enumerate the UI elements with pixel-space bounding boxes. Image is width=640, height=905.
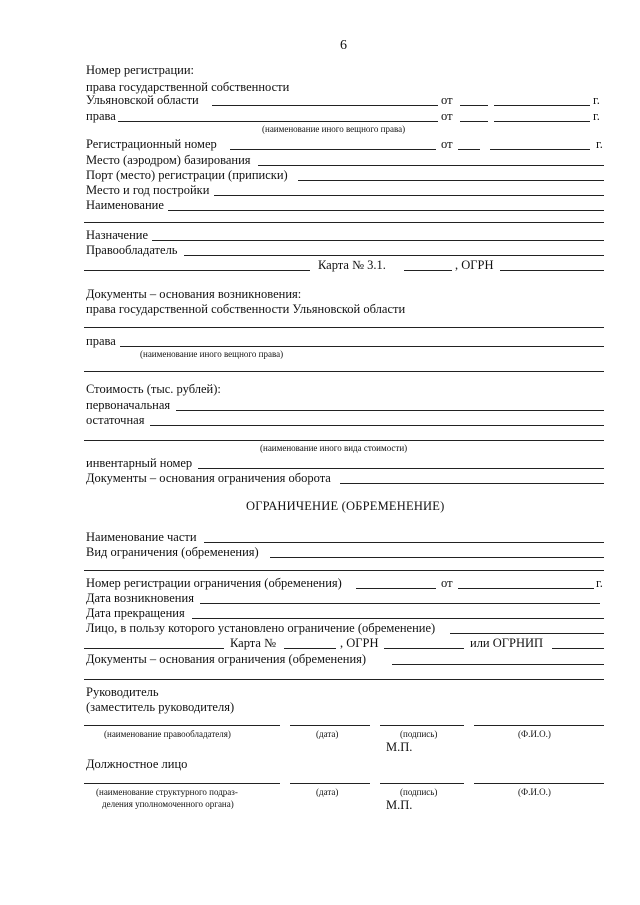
restriction-reg-number-label: Номер регистрации ограничения (обременения) [86,576,342,590]
owner-name-sign-line[interactable] [84,725,280,726]
name-line[interactable] [168,210,604,211]
beneficiary-label: Лицо, в пользу которого установлено ограничение (обременение) [86,621,436,635]
registration-title: Номер регистрации: [86,63,194,77]
residual-cost-label: остаточная [86,413,145,427]
restriction-kind-label: Вид ограничения (обременения) [86,545,259,559]
restriction-docs-line[interactable] [392,664,604,665]
from-label-1: от [441,93,453,107]
beneficiary-line-2[interactable] [84,648,224,649]
ogrnip-label: или ОГРНИП [470,636,544,650]
docs-rights-caption: (наименование иного вещного права) [140,349,284,359]
beneficiary-line[interactable] [450,633,604,634]
cost-title: Стоимость (тыс. рублей): [86,382,221,396]
signature-caption-2: (подпись) [400,787,438,797]
date-caption: (дата) [316,729,339,739]
restriction-ogrn-line[interactable] [384,648,464,649]
other-cost-line[interactable] [84,440,604,441]
owner-name-caption: (наименование правообладателя) [104,729,231,739]
ogrn-label: , ОГРН [455,258,494,272]
start-date-label: Дата возникновения [86,591,194,605]
turnover-docs-line[interactable] [340,483,604,484]
year-label-2: г. [593,109,600,123]
month-line-3[interactable] [490,149,590,150]
inventory-label: инвентарный номер [86,456,193,470]
ogrnip-line[interactable] [552,648,604,649]
rights-number-line[interactable] [118,121,438,122]
docs-state-label: права государственной собственности Ульяновской области [86,302,406,316]
fio-line-2[interactable] [474,783,604,784]
airfield-line[interactable] [258,165,604,166]
docs-rights-label: права [86,334,116,348]
end-date-label: Дата прекращения [86,606,185,620]
stamp-label-2: М.П. [386,798,413,812]
built-label: Место и год постройки [86,183,210,197]
head-label: Руководитель [86,685,159,699]
name-label: Наименование [86,198,164,212]
owner-line-2[interactable] [84,270,310,271]
state-right-label: права государственной собственности [86,80,290,94]
restriction-heading: ОГРАНИЧЕНИЕ (ОБРЕМЕНЕНИЕ) [246,499,445,513]
purpose-label: Назначение [86,228,149,242]
restriction-date-line[interactable] [458,588,594,589]
docs-title: Документы – основания возникновения: [86,287,302,301]
day-line-3[interactable] [458,149,480,150]
other-right-caption: (наименование иного вещного права) [262,124,406,134]
residual-cost-line[interactable] [150,425,604,426]
unit-name-sign-line[interactable] [84,783,280,784]
docs-state-line[interactable] [84,327,604,328]
docs-rights-line[interactable] [120,346,604,347]
from-label-3: от [441,137,453,151]
restriction-card-line[interactable] [284,648,336,649]
day-line-2[interactable] [460,121,488,122]
purpose-line[interactable] [152,240,604,241]
official-label: Должностное лицо [86,757,188,771]
inventory-line[interactable] [198,468,604,469]
part-name-label: Наименование части [86,530,197,544]
card-number-line[interactable] [404,270,452,271]
restriction-card-label: Карта № [230,636,277,650]
restriction-kind-line[interactable] [270,557,604,558]
date-sign-line[interactable] [290,725,370,726]
day-line-1[interactable] [460,105,488,106]
date-sign-line-2[interactable] [290,783,370,784]
start-date-line[interactable] [200,603,600,604]
port-line[interactable] [298,180,604,181]
signature-line[interactable] [380,725,464,726]
region-number-line[interactable] [212,105,438,106]
docs-rights-line-2[interactable] [84,371,604,372]
built-line[interactable] [214,195,604,196]
restriction-ogrn-label: , ОГРН [340,636,379,650]
fio-caption-2: (Ф.И.О.) [518,787,551,797]
unit-caption-2: деления уполномоченного органа) [102,799,234,809]
page-number: 6 [340,38,347,53]
restriction-year-label: г. [596,576,603,590]
year-label-3: г. [596,137,603,151]
airfield-label: Место (аэродром) базирования [86,153,251,167]
owner-line[interactable] [184,255,604,256]
owner-label: Правообладатель [86,243,178,257]
signature-line-2[interactable] [380,783,464,784]
year-label-1: г. [593,93,600,107]
restriction-reg-number-line[interactable] [356,588,436,589]
restriction-docs-line-2[interactable] [84,679,604,680]
name-line-2[interactable] [84,222,604,223]
port-label: Порт (место) регистрации (приписки) [86,168,288,182]
rights-label: права [86,109,116,123]
fio-caption: (Ф.И.О.) [518,729,551,739]
month-line-1[interactable] [494,105,590,106]
ogrn-line[interactable] [500,270,604,271]
from-label-2: от [441,109,453,123]
date-caption-2: (дата) [316,787,339,797]
region-label: Ульяновской области [86,93,199,107]
end-date-line[interactable] [192,618,604,619]
initial-cost-line[interactable] [176,410,604,411]
unit-caption-1: (наименование структурного подраз- [96,787,238,797]
fio-line[interactable] [474,725,604,726]
part-name-line[interactable] [204,542,604,543]
restriction-kind-line-2[interactable] [84,570,604,571]
reg-number-line[interactable] [230,149,436,150]
month-line-2[interactable] [494,121,590,122]
other-cost-caption: (наименование иного вида стоимости) [260,443,408,453]
reg-number-label: Регистрационный номер [86,137,217,151]
restriction-docs-label: Документы – основания ограничения (обременения) [86,652,367,666]
stamp-label: М.П. [386,740,413,754]
turnover-docs-label: Документы – основания ограничения оборота [86,471,331,485]
signature-caption: (подпись) [400,729,438,739]
restriction-from-label: от [441,576,453,590]
card-label: Карта № 3.1. [318,258,386,272]
initial-cost-label: первоначальная [86,398,171,412]
deputy-label: (заместитель руководителя) [86,700,235,714]
